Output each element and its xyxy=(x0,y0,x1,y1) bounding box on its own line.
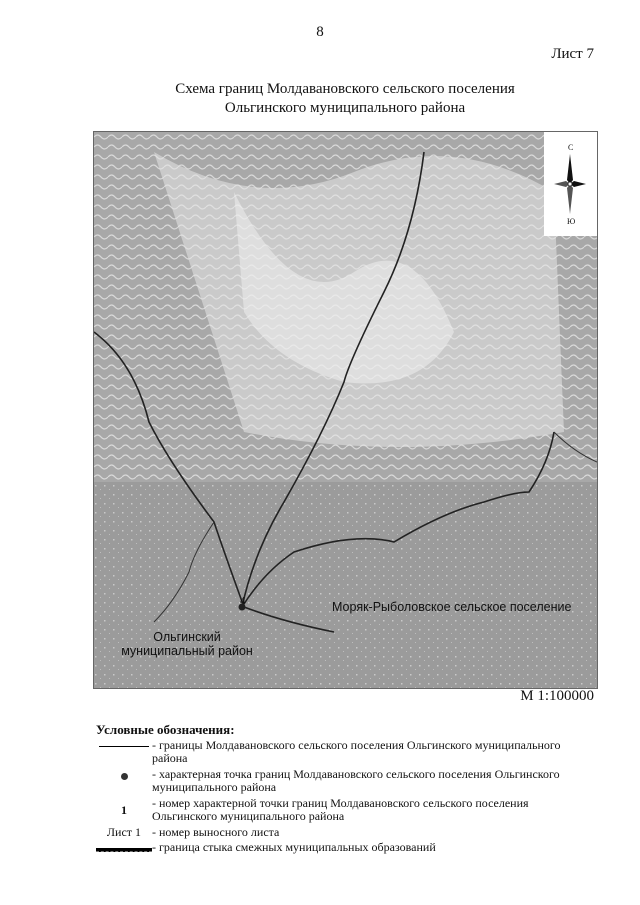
legend-item-text: - граница стыка смежных муниципальных образований xyxy=(152,840,436,854)
page-number: 8 xyxy=(316,24,324,40)
compass-south-label: Ю xyxy=(567,217,576,226)
compass xyxy=(544,132,597,236)
map-frame[interactable] xyxy=(93,131,598,689)
boundary-line-symbol xyxy=(99,746,149,747)
point-number-label: 4 xyxy=(240,596,246,607)
legend-item xyxy=(96,739,596,766)
map-scale: М 1:100000 xyxy=(520,688,594,704)
point-number-symbol: 1 xyxy=(121,802,127,817)
title-line-2: Ольгинского муниципального района xyxy=(224,100,466,116)
district-label xyxy=(107,630,267,658)
junction-boundary-symbol xyxy=(96,848,152,852)
legend-item-text: - номер характерной точки границ Молдавановского сельского поселения Ольгинского муниципального района xyxy=(152,795,529,823)
title-line-1: Схема границ Молдавановского сельского поселения xyxy=(175,81,515,97)
point-symbol xyxy=(121,773,128,780)
legend-title: Условные обозначения: xyxy=(96,722,235,737)
legend-item-text: - границы Молдавановского сельского поселения Ольгинского муниципального района xyxy=(152,737,561,765)
district-label-line-1: Ольгинский xyxy=(153,630,221,644)
legend-item-text: - номер выносного листа xyxy=(152,824,280,839)
compass-north-label: С xyxy=(568,143,574,152)
legend-item xyxy=(96,826,596,840)
map-title xyxy=(0,80,640,118)
legend-item-text: - характерная точка границ Молдавановского сельского поселения Ольгинского муниципального района xyxy=(152,766,560,794)
sheet-number-symbol: Лист 1 xyxy=(106,824,142,839)
legend-item xyxy=(96,841,596,855)
legend xyxy=(96,723,596,857)
neighbor-settlement-label: Моряк-Рыболовское сельское поселение xyxy=(332,600,572,614)
sheet-label: Лист 7 xyxy=(551,46,594,62)
legend-item xyxy=(96,797,596,824)
legend-item xyxy=(96,768,596,795)
compass-rose-icon xyxy=(544,132,597,236)
district-label-line-2: муниципальный район xyxy=(121,644,253,658)
